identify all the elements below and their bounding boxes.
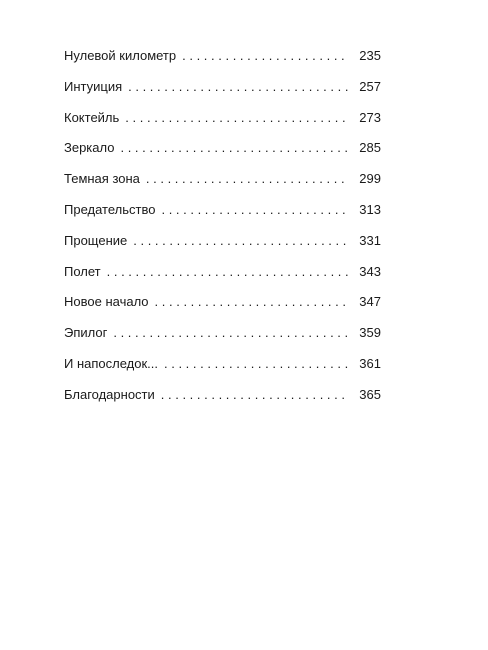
toc-entry-title: Зеркало — [64, 140, 115, 156]
toc-entry-page-number: 285 — [359, 140, 381, 156]
toc-entry-page-number: 343 — [359, 263, 381, 279]
toc-entry-title: Коктейль — [64, 109, 120, 125]
toc-entry — [64, 385, 381, 416]
toc-entry-title: Эпилог — [64, 325, 108, 341]
toc-entry-title: Прощение — [64, 232, 128, 248]
toc-dot-leader — [161, 200, 349, 220]
toc-entry-page-number: 273 — [359, 109, 381, 125]
toc-entry-page-number: 313 — [359, 201, 381, 217]
toc-entry-page-number: 235 — [359, 48, 381, 63]
toc-entry-page-number: 257 — [359, 78, 381, 94]
toc-dot-leader — [120, 138, 349, 158]
toc-entry-title: Полет — [64, 263, 101, 279]
toc-entry — [64, 354, 381, 385]
toc-entry — [64, 262, 381, 293]
toc-dot-leader — [125, 108, 349, 128]
toc-entry-page-number: 361 — [359, 355, 381, 371]
toc-entry — [64, 323, 381, 354]
toc-entry — [64, 138, 381, 169]
toc-entry — [64, 108, 381, 139]
toc-entry-title: Новое начало — [64, 294, 149, 310]
toc-entry-page-number: 365 — [359, 386, 381, 402]
toc-entry-title: Нулевой километр — [64, 48, 177, 63]
toc-entry — [64, 231, 381, 262]
toc-entry-page-number: 347 — [359, 294, 381, 310]
toc-entry-title: И напоследок... — [64, 355, 159, 371]
toc-dot-leader — [155, 292, 349, 312]
toc-dot-leader — [128, 77, 349, 97]
toc-dot-leader — [161, 385, 349, 405]
toc-dot-leader — [113, 323, 349, 343]
table-of-contents — [64, 46, 381, 416]
toc-dot-leader — [107, 262, 349, 282]
toc-entry-title: Темная зона — [64, 171, 140, 187]
toc-dot-leader — [182, 46, 349, 66]
toc-entry — [64, 169, 381, 200]
toc-entry — [64, 200, 381, 231]
toc-entry-title: Предательство — [64, 201, 156, 217]
toc-entry-title: Благодарности — [64, 386, 155, 402]
toc-dot-leader — [146, 169, 349, 189]
toc-dot-leader — [133, 231, 349, 251]
toc-entry-title: Интуиция — [64, 78, 123, 94]
toc-entry — [64, 46, 381, 77]
toc-entry-page-number: 331 — [359, 232, 381, 248]
toc-dot-leader — [164, 354, 349, 374]
toc-entry — [64, 77, 381, 108]
toc-entry-page-number: 299 — [359, 171, 381, 187]
toc-entry-page-number: 359 — [359, 325, 381, 341]
toc-entry — [64, 292, 381, 323]
